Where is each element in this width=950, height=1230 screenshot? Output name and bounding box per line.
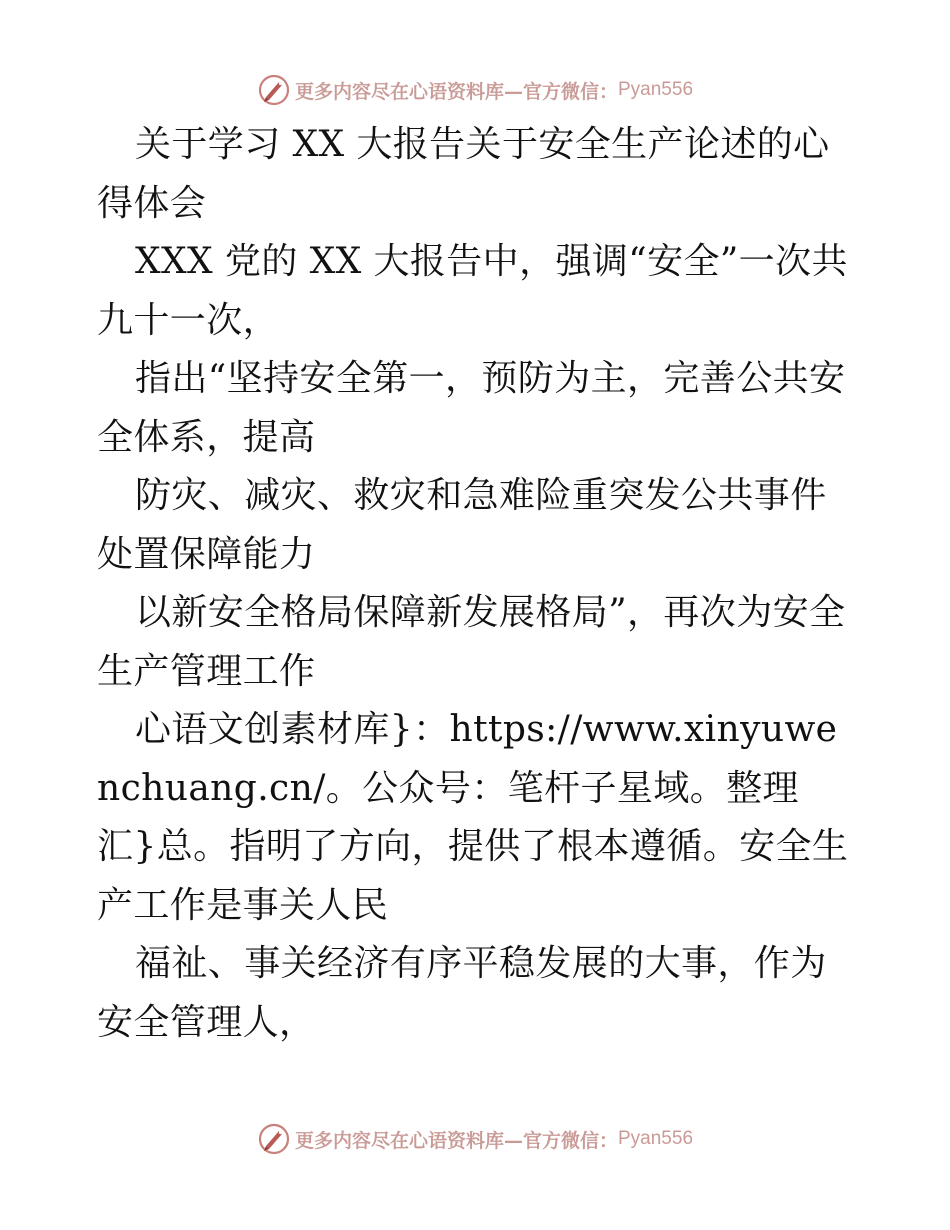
paragraph: 指出“坚持安全第一，预防为主，完善公共安全体系，提高 [97, 358, 846, 458]
paragraph: XXX 党的 XX 大报告中，强调“安全”一次共九十一次， [97, 241, 848, 341]
paragraph: 福祉、事关经济有序平稳发展的大事，作为安全管理人， [97, 943, 827, 1043]
document-body [97, 116, 857, 1052]
header-banner-wechat-id: Pyan556 [618, 79, 694, 100]
footer-banner-text: 更多内容尽在心语资料库—官方微信： [294, 1129, 618, 1152]
paragraph: 以新安全格局保障新发展格局”，再次为安全生产管理工作 [97, 592, 846, 692]
header-banner-text: 更多内容尽在心语资料库—官方微信： [294, 80, 618, 103]
document-title: 关于学习 XX 大报告关于安全生产论述的心得体会 [97, 124, 830, 224]
pen-logo-icon [257, 1122, 291, 1156]
footer-banner-wechat-id: Pyan556 [618, 1128, 694, 1149]
header-banner [0, 70, 950, 110]
footer-banner [0, 1119, 950, 1159]
pen-logo-icon [257, 73, 291, 107]
paragraph: 心语文创素材库}：https://www.xinyuwenchuang.cn/。公众号：笔杆子星域。整理汇}总。指明了方向，提供了根本遵循。安全生产工作是事关人民 [97, 709, 849, 926]
paragraph: 防灾、减灾、救灾和急难险重突发公共事件处置保障能力 [97, 475, 827, 575]
